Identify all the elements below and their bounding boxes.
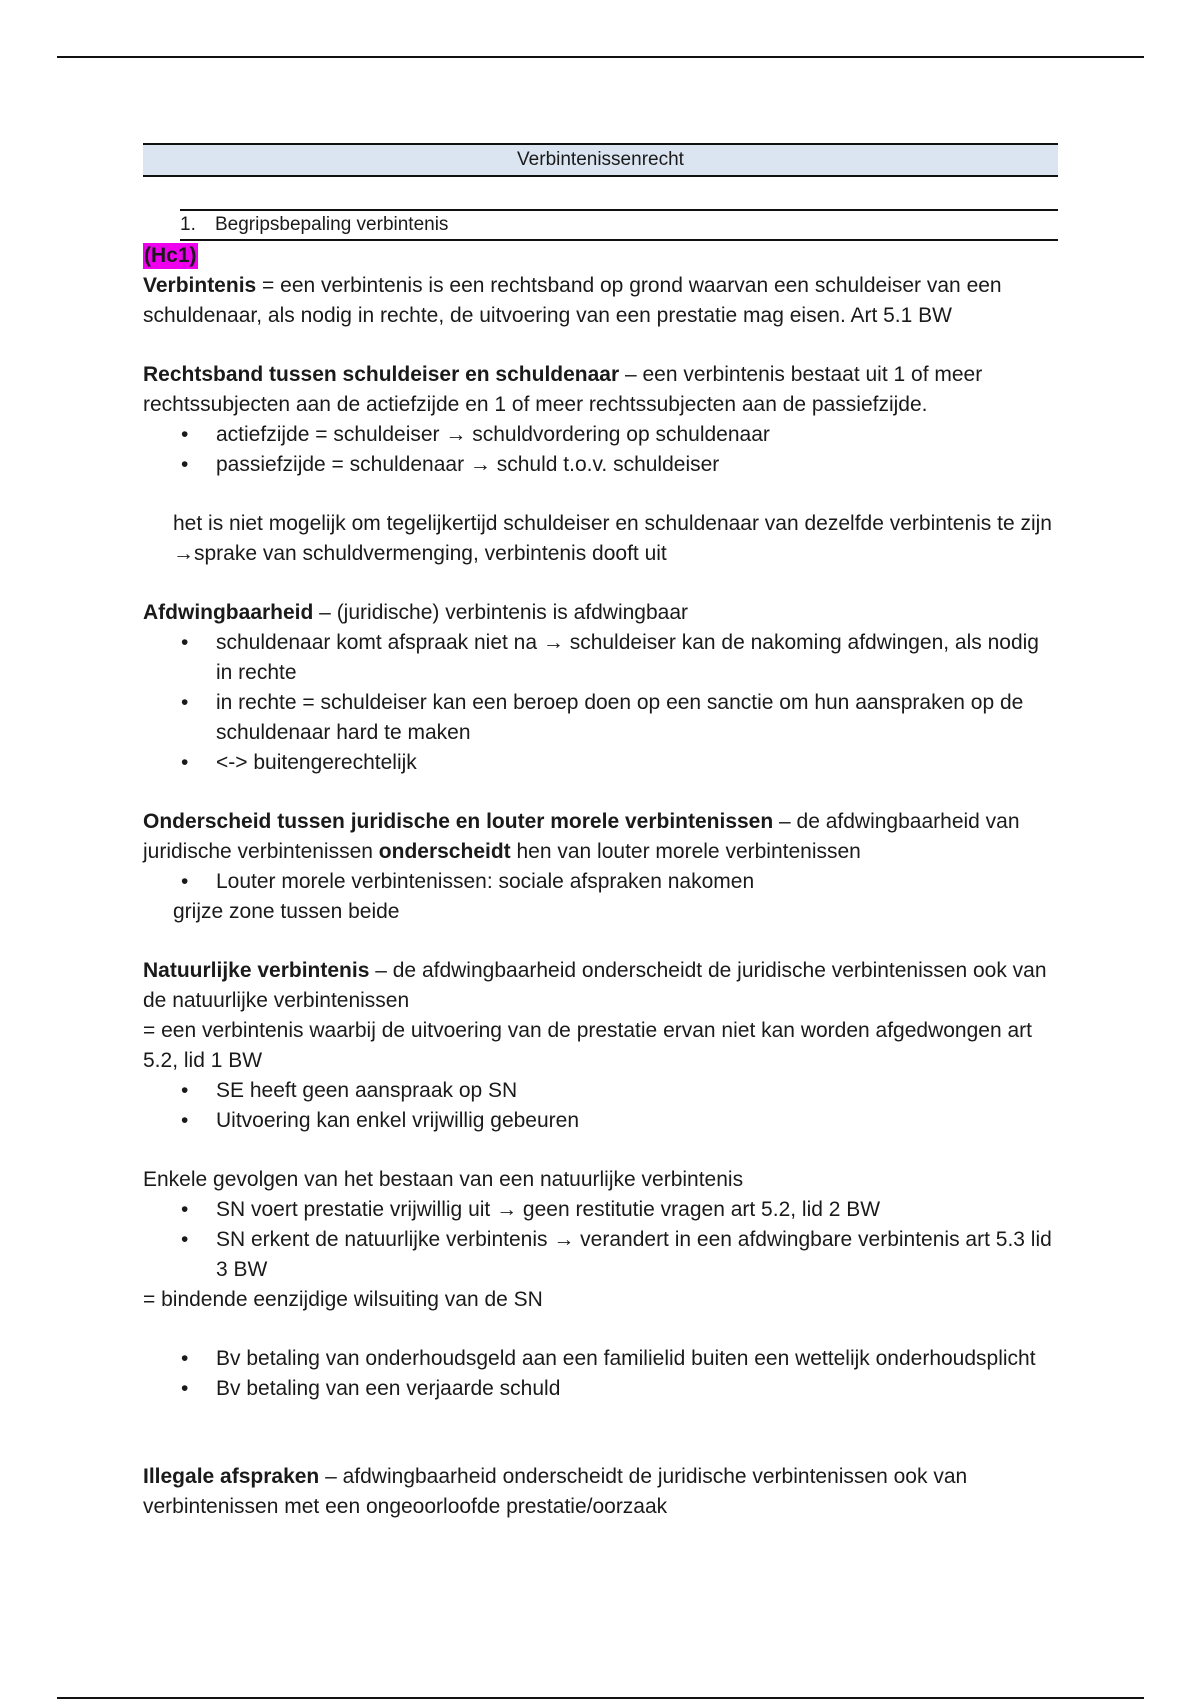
paragraph-afdwingbaarheid: Afdwingbaarheid – (juridische) verbintenis is afdwingbaar: [143, 601, 689, 624]
paragraph-onderscheid: Onderscheid tussen juridische en louter morele verbintenissen – de afdwingbaarheid van juridische verbintenissen onderscheidt hen van louter morele verbintenissen: [143, 810, 1020, 863]
page-top-rule: [57, 56, 1144, 58]
bullet-list: [143, 1344, 1058, 1404]
list-item: • actiefzijde = schuldeiser → schuldvordering op schuldenaar: [143, 420, 1058, 450]
bullet-list: [143, 867, 1058, 897]
term: Onderscheid tussen juridische en louter morele verbintenissen: [143, 810, 774, 833]
list-item: • schuldenaar komt afspraak niet na → schuldeiser kan de nakoming afdwingen, als nodig in rechte: [143, 628, 1058, 688]
bullet-list: [143, 1076, 1058, 1136]
paragraph-verbintenis: Verbintenis = een verbintenis is een rechtsband op grond waarvan een schuldeiser van een schuldenaar, als nodig in rechte, de uitvoering van een prestatie mag eisen. Art 5.1 BW: [143, 274, 1002, 327]
paragraph-grijze-zone: grijze zone tussen beide: [173, 900, 400, 923]
document-body: [143, 143, 1058, 1522]
list-item: • in rechte = schuldeiser kan een beroep doen op een sanctie om hun aanspraken op de schuldenaar hard te maken: [143, 688, 1058, 748]
page-bottom-rule: [57, 1697, 1144, 1699]
bullet-list: [143, 1195, 1058, 1285]
paragraph-rechtsband: Rechtsband tussen schuldeiser en schuldenaar – een verbintenis bestaat uit 1 of meer rechtssubjecten aan de actiefzijde en 1 of meer rechtssubjecten aan de passiefzijde.: [143, 363, 983, 416]
list-item: • Bv betaling van onderhoudsgeld aan een familielid buiten een wettelijk onderhoudsplicht: [143, 1344, 1058, 1374]
term: Natuurlijke verbintenis: [143, 959, 370, 982]
list-item: • SN erkent de natuurlijke verbintenis → verandert in een afdwingbare verbintenis art 5.3 lid 3 BW: [143, 1225, 1058, 1285]
paragraph-illegale-afspraken: Illegale afspraken – afdwingbaarheid onderscheidt de juridische verbintenissen ook van verbintenissen met een ongeoorloofde prestatie/oorzaak: [143, 1465, 968, 1518]
bullet-list: [143, 628, 1058, 778]
list-item: • passiefzijde = schuldenaar → schuld t.o.v. schuldeiser: [143, 450, 1058, 480]
paragraph-schuldvermenging: het is niet mogelijk om tegelijkertijd schuldeiser en schuldenaar van dezelfde verbintenis te zijn →sprake van schuldvermenging, verbintenis dooft uit: [173, 512, 1052, 565]
section-number: 1.: [180, 214, 196, 235]
list-item: • Louter morele verbintenissen: sociale afspraken nakomen: [143, 867, 1058, 897]
list-item: • Bv betaling van een verjaarde schuld: [143, 1374, 1058, 1404]
document-title: Verbintenissenrecht: [143, 143, 1058, 177]
paragraph-definition: = een verbintenis waarbij de uitvoering van de prestatie ervan niet kan worden afgedwongen art 5.2, lid 1 BW: [143, 1019, 1032, 1072]
section-label: Begripsbepaling verbintenis: [215, 214, 449, 235]
term: Verbintenis: [143, 274, 257, 297]
term: Afdwingbaarheid: [143, 601, 314, 624]
paragraph-wilsuiting: = bindende eenzijdige wilsuiting van de SN: [143, 1288, 543, 1311]
section-heading: [180, 209, 1058, 241]
term: Rechtsband tussen schuldeiser en schuldenaar: [143, 363, 620, 386]
paragraph-gevolgen: Enkele gevolgen van het bestaan van een natuurlijke verbintenis: [143, 1168, 744, 1191]
lecture-tag: (Hc1): [144, 244, 197, 267]
term: Illegale afspraken: [143, 1465, 320, 1488]
list-item: • <-> buitengerechtelijk: [143, 748, 1058, 778]
paragraph-natuurlijke-verbintenis: Natuurlijke verbintenis – de afdwingbaarheid onderscheidt de juridische verbintenissen ook van de natuurlijke verbintenissen: [143, 959, 1047, 1012]
list-item: • Uitvoering kan enkel vrijwillig gebeuren: [143, 1106, 1058, 1136]
list-item: • SE heeft geen aanspraak op SN: [143, 1076, 1058, 1106]
list-item: • SN voert prestatie vrijwillig uit → geen restitutie vragen art 5.2, lid 2 BW: [143, 1195, 1058, 1225]
bullet-list: [143, 420, 1058, 480]
